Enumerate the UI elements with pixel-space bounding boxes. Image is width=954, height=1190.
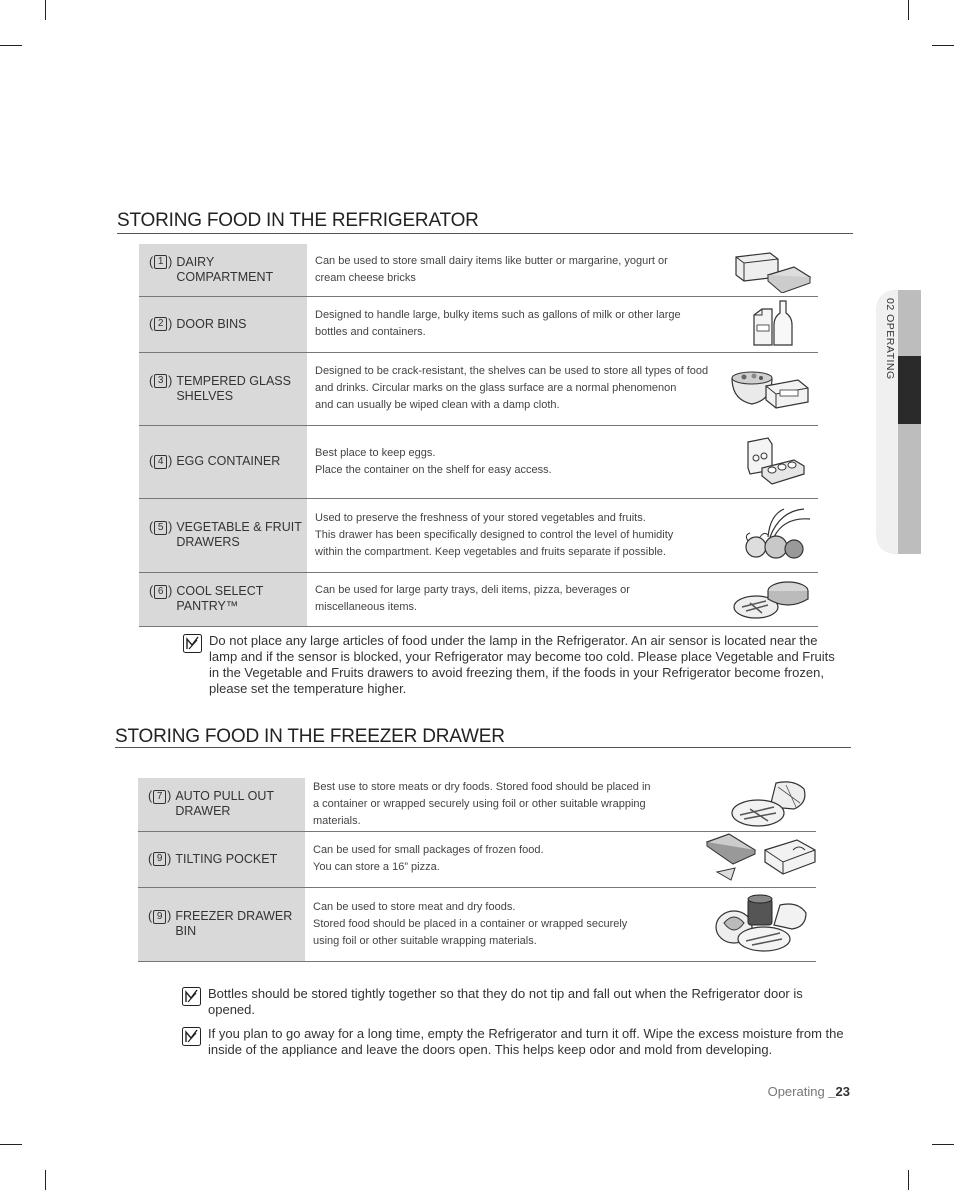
note-icon	[182, 987, 201, 1006]
description-line: miscellaneous items.	[315, 601, 418, 613]
note-icon	[182, 1027, 201, 1046]
description-line: using foil or other suitable wrapping materials.	[313, 934, 537, 947]
section-rule	[115, 747, 851, 748]
item-number: 6	[154, 585, 167, 599]
note-icon	[183, 634, 202, 653]
crop-mark	[0, 45, 22, 46]
row-label: ( 9 ) FREEZER DRAWER BIN	[138, 887, 305, 961]
refrigerator-table	[139, 244, 818, 627]
description-line: This drawer has been specifically designed to control the level of humidity	[315, 528, 674, 541]
row-label: ( 2 ) DOOR BINS	[139, 296, 307, 352]
row-illustration	[713, 572, 818, 626]
note-text: If you plan to go away for a long time, empty the Refrigerator and turn it off. Wipe the excess moisture from the inside of the appliance and leave the doors open. This helps keep odor and mold from developing.	[208, 1026, 844, 1057]
description-line: Stored food should be placed in a container or wrapped securely	[313, 917, 628, 930]
wrapped-meat-icon	[730, 779, 810, 829]
row-label: ( 3 ) TEMPERED GLASS SHELVES	[139, 352, 307, 425]
label-line: COOL SELECT	[176, 584, 264, 598]
label-line: AUTO PULL OUT	[175, 789, 274, 804]
table-row	[139, 296, 818, 352]
description-line: Can be used to store meat and dry foods.	[313, 900, 516, 913]
item-number: 2	[154, 317, 167, 331]
label-line: EGG CONTAINER	[176, 454, 281, 468]
row-label: ( 5 ) VEGETABLE & FRUIT DRAWERS	[139, 498, 307, 572]
food-bowl-icon	[728, 366, 812, 412]
refrigerator-section-title: STORING FOOD IN THE REFRIGERATOR	[117, 210, 479, 231]
table-row	[139, 244, 818, 296]
footer-section: Operating	[767, 1084, 825, 1099]
description-line: Place the container on the shelf for easy access.	[315, 463, 552, 476]
description-line: within the compartment. Keep vegetables and fruits separate if possible.	[315, 545, 666, 558]
row-illustration	[713, 498, 818, 572]
table-row	[138, 887, 816, 961]
label-line: DOOR BINS	[176, 316, 247, 331]
description-line: Best use to store meats or dry foods. Stored food should be placed in	[313, 780, 651, 793]
description-line: Designed to handle large, bulky items such as gallons of milk or other large	[315, 309, 681, 321]
description-line: Designed to be crack-resistant, the shelves can be used to store all types of food	[315, 365, 709, 377]
table-row	[138, 831, 816, 887]
description-line: Can be used to store small dairy items like butter or margarine, yogurt or	[315, 254, 668, 267]
dairy-items-icon	[732, 247, 812, 293]
description-line: Used to preserve the freshness of your stored vegetables and fruits.	[315, 511, 646, 524]
freezer-table	[138, 778, 816, 962]
item-number: 1	[154, 255, 167, 269]
row-illustration	[713, 352, 818, 425]
row-description	[307, 425, 713, 498]
table-row	[139, 572, 818, 626]
crop-mark	[932, 45, 954, 46]
item-number: 7	[153, 790, 166, 804]
description-line: Can be used for large party trays, deli items, pizza, beverages or	[315, 584, 630, 596]
vegetables-icon	[740, 507, 812, 563]
row-description	[307, 572, 713, 626]
eggs-icon	[742, 434, 812, 490]
row-description	[307, 498, 713, 572]
row-label: ( 6 ) COOL SELECT PANTRY™	[139, 572, 307, 626]
description-line: cream cheese bricks	[315, 271, 416, 284]
crop-mark	[908, 0, 909, 20]
item-number: 5	[154, 521, 167, 535]
item-number: 4	[154, 455, 167, 469]
label-line: COMPARTMENT	[176, 269, 274, 284]
bottles-icon	[750, 299, 812, 349]
row-label: ( 1 ) DAIRY COMPARTMENT	[139, 244, 307, 296]
note-text: Bottles should be stored tightly together so that they do not tip and fall out when the Refrigerator door is opened.	[208, 986, 803, 1017]
label-line: PANTRY™	[176, 599, 239, 613]
freezer-note	[182, 1026, 852, 1058]
label-line: BIN	[175, 924, 197, 938]
crop-mark	[45, 1170, 46, 1190]
row-illustration	[705, 778, 816, 831]
pizza-box-icon	[705, 832, 817, 886]
row-description	[305, 831, 705, 887]
row-label: ( 7 ) AUTO PULL OUT DRAWER	[138, 778, 305, 831]
label-line: SHELVES	[176, 388, 234, 403]
row-description	[307, 352, 713, 425]
row-illustration	[705, 831, 816, 887]
description-line: Can be used for small packages of frozen food.	[313, 844, 544, 856]
section-rule	[117, 233, 853, 234]
row-description	[307, 296, 713, 352]
freezer-section-title: STORING FOOD IN THE FREEZER DRAWER	[115, 726, 505, 747]
label-line: TILTING POCKET	[175, 851, 278, 866]
crop-mark	[908, 1170, 909, 1190]
refrigerator-note	[183, 633, 843, 697]
row-illustration	[705, 887, 816, 961]
row-description	[305, 778, 705, 831]
row-illustration	[713, 244, 818, 296]
crop-mark	[0, 1144, 22, 1145]
label-line: DRAWERS	[176, 535, 240, 549]
item-number: 9	[153, 852, 166, 866]
table-row	[139, 425, 818, 498]
label-line: TEMPERED GLASS	[176, 373, 291, 388]
party-tray-icon	[732, 577, 812, 621]
description-line: bottles and containers.	[315, 326, 426, 338]
freezer-note	[182, 986, 852, 1018]
label-line: DAIRY	[176, 254, 215, 269]
label-line: VEGETABLE & FRUIT	[176, 520, 302, 534]
description-line: and can usually be wiped clean with a damp cloth.	[315, 399, 560, 411]
description-line: Best place to keep eggs.	[315, 446, 436, 459]
label-line: DRAWER	[175, 804, 231, 819]
row-label: ( 4 ) EGG CONTAINER	[139, 425, 307, 498]
page-footer	[768, 1084, 850, 1099]
crop-mark	[45, 0, 46, 20]
side-tab-label: 02 OPERATING	[884, 298, 896, 380]
row-description	[307, 244, 713, 296]
row-description	[305, 887, 705, 961]
frozen-foods-icon	[714, 893, 810, 955]
table-row	[138, 778, 816, 831]
table-row	[139, 498, 818, 572]
description-line: materials.	[313, 814, 361, 827]
row-illustration	[713, 425, 818, 498]
description-line: a container or wrapped securely using foil or other suitable wrapping	[313, 797, 646, 810]
page-number: _23	[828, 1084, 850, 1099]
crop-mark	[932, 1144, 954, 1145]
table-row	[139, 352, 818, 425]
description-line: You can store a 16” pizza.	[313, 861, 440, 873]
row-illustration	[713, 296, 818, 352]
item-number: 9	[153, 910, 166, 924]
item-number: 3	[154, 374, 167, 388]
description-line: and drinks. Circular marks on the glass surface are a normal phenomenon	[315, 382, 677, 394]
label-line: FREEZER DRAWER	[175, 909, 293, 923]
note-text: Do not place any large articles of food under the lamp in the Refrigerator. An air sensor is located near the lamp and if the sensor is blocked, your Refrigerator may become too cold. Please place Vegetable and Fruits in the Vegetable and Fruits drawers to avoid freezing them, if the foods in your Refrigerator become frozen, please set the temperature higher.	[209, 633, 835, 696]
row-label: ( 9 ) TILTING POCKET	[138, 831, 305, 887]
